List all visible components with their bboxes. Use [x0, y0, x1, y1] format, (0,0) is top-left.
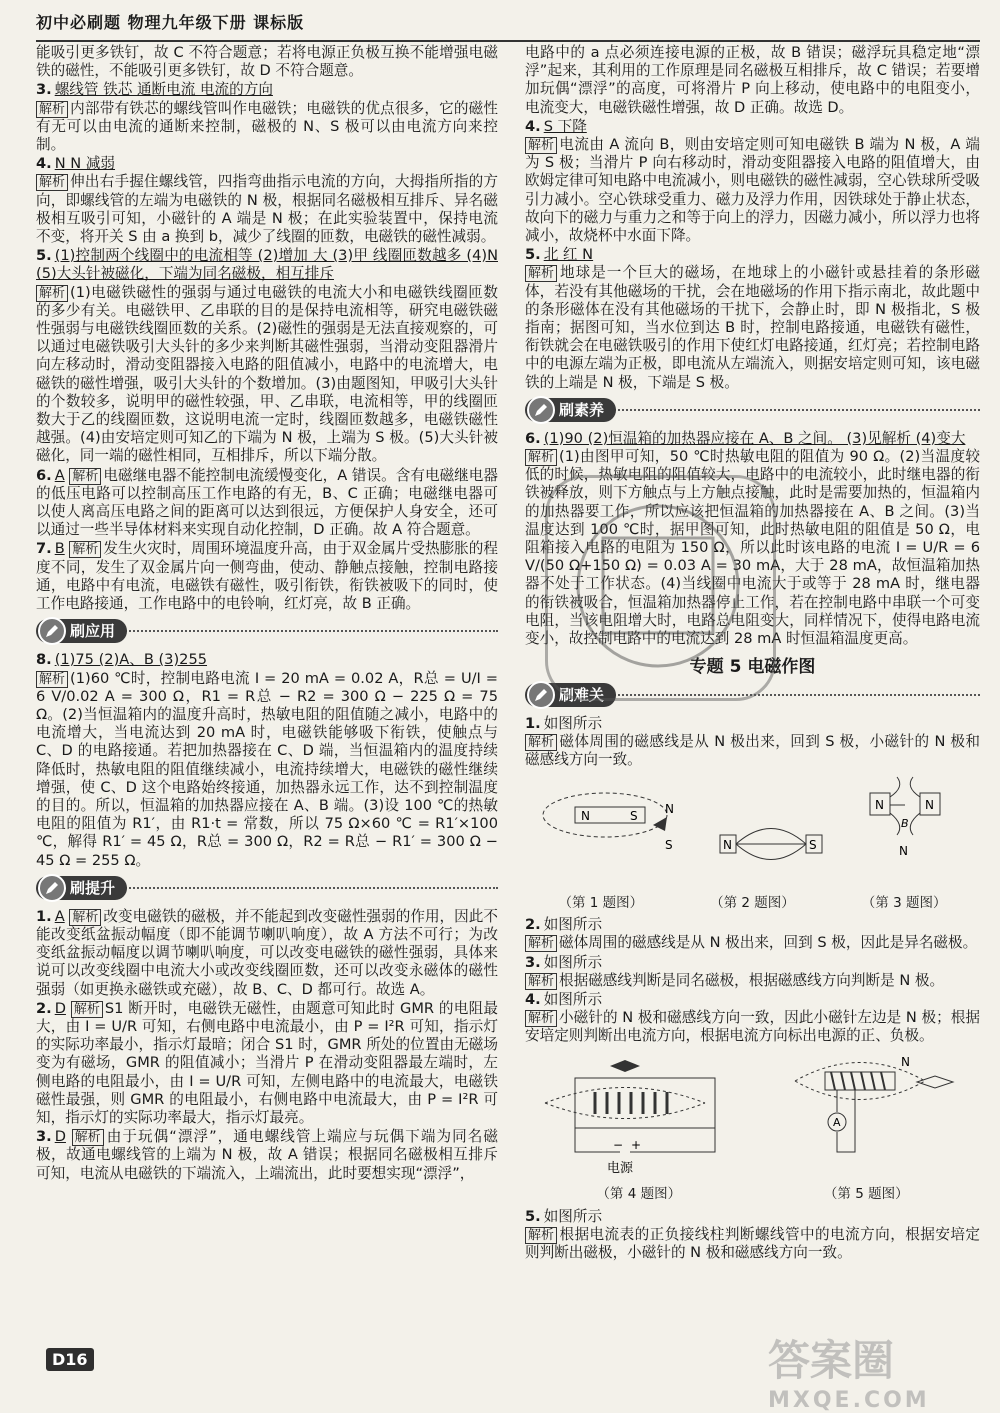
analysis-tag: 解析 [36, 671, 68, 688]
section-banner-hard: 刷难关 [525, 683, 980, 709]
drawing-question-1: 1. 如图所示 解析 磁体周围的磁感线是从 N 极出来，回到 S 极，小磁针的 N 极和磁感线方向一致。 [525, 714, 980, 768]
answer: B [54, 540, 65, 558]
figure-2-opposite-poles [720, 829, 822, 860]
improve-question-2: 2. D 解析 S1 断开时，电磁铁无磁性，由题意可知此时 GMR 的电阻最大，由 I = U/R 可知，右侧电路中电流最小，由 P = I²R 可知，指示灯的实际功率最小，指示灯最暗；闭合 S1 时，GMR 所处的位置由无磁场变为有磁场，GMR 的阻值减小；当滑片 P 在滑动变阻器最左端时，左侧电路的电阻最小，由 I = U/R 可知，左侧电路中的电流最大，电磁铁磁性最强，则 GMR 的电阻最小，右侧电路中电流最大，由 P = I²R 可知，指示灯的实际功率最大，指示灯最亮。 [36, 999, 498, 1126]
label-n: N [875, 798, 884, 813]
drawing-question-3: 3. 如图所示 解析 根据磁感线判断是同名磁极，根据磁感线方向判断是 N 极。 [525, 953, 945, 989]
section-banner-improve: 刷提升 [36, 876, 498, 902]
question-5: 5. (1)控制两个线圈中的电流相等 (2)增加 大 (3)甲 线圈匝数越多 (4)N (5)大头针被磁化，下端为同名磁极，相互排斥 解析 (1)电磁铁磁性的强弱与通过电磁铁的电流大小和电磁铁线圈匝数的多少有关。电磁铁甲、乙串联的目的是保持电流相等，研究电磁铁磁性强弱与电磁铁线圈匝数的关系。(2)磁性的强弱是无法直接观察的，可以通过电磁铁吸引大头针的多少来判断其磁性强弱，当滑动变阻器滑片向左移动时，滑动变阻器接入电路的阻值减小，电路中的电流增大，电磁铁的磁性增强，吸引大头针的个数增加。(3)由题图知，甲吸引大头针的个数较多，说明甲的磁性较强，甲、乙串联，电流相等，甲的线圈匝数大于乙的线圈匝数，这说明电流一定时，线圈匝数越多，电磁铁磁性越强。(4)由安培定则可知乙的下端为 N 极，上端为 S 极。(5)大头针被磁化，同一端的磁性相同，互相排斥，所以下端分散。 [36, 247, 498, 465]
analysis-tag: 解析 [525, 137, 557, 154]
header-rule [36, 40, 980, 42]
label-n: N [581, 809, 590, 824]
drawing-question-5: 5. 如图所示 解析 根据电流表的正负接线柱判断螺线管中的电流方向，根据安培定则判断出磁极，小磁针的 N 极和磁感线方向一致。 [525, 1207, 980, 1261]
label-n: N [665, 802, 674, 817]
label-n: N [899, 844, 908, 859]
solenoid-diagrams [525, 1052, 980, 1178]
answer: 螺线管 铁芯 通断电流 电流的方向 [54, 81, 273, 99]
figures-4-5 [525, 1052, 980, 1202]
figure-1-bar-magnet [543, 793, 674, 852]
answer: (1)90 (2)恒温箱的加热器应接在 A、B 之间。 (3)见解析 (4)变大 [543, 429, 966, 447]
question-3: 3. 螺线管 铁芯 通断电流 电流的方向 解析 内部带有铁芯的螺线管叫作电磁铁；电磁铁的优点很多，它的磁性有无可以由电流的通断来控制，磁极的 N、S 极可以由电流方向来控制。 [36, 81, 498, 154]
figure-4-solenoid [545, 1060, 715, 1176]
section-title: 专题 5 电磁作图 [689, 657, 816, 678]
question-7: 7. B 解析 发生火灾时，周围环境温度升高，由于双金属片受热膨胀的程度不同，发生了双金属片向一侧弯曲，使动、静触点接触，控制电路接通，电路中有电流，电磁铁有磁性，吸引衔铁，衔铁被吸下的同时，使工作电路接通，工作电路中的电铃响，红灯亮，故 B 正确。 [36, 540, 498, 613]
page-header [36, 10, 980, 38]
compass-needle [610, 1060, 640, 1072]
analysis-tag: 解析 [525, 449, 557, 466]
answer: 北 红 N [543, 246, 594, 264]
question-4-right: 4. S 下降 解析 电流由 A 流向 B，则由安培定则可知电磁铁 B 端为 N 极，A 端为 S 极；当滑片 P 向右移动时，滑动变阻器接入电路的阻值增大，由欧姆定律可知电路中电流减小，则电磁铁的磁性减弱，空心铁球所受吸引力减小。空心铁球受重力、磁力及浮力作用，因铁球处于静止状态，故向下的磁力与重力之和等于向上的浮力，因磁力减小，所以浮力也将减小，故烧杯中水面下降。 [525, 117, 980, 245]
label-n: N [925, 798, 934, 813]
figure-3-like-poles [870, 777, 940, 858]
question-4: 4. N N 减弱 解析 伸出右手握住螺线管，四指弯曲指示电流的方向，大拇指所指的方向，即螺线管的左端为电磁铁的 N 极，根据同名磁极相互排斥、异名磁极相互吸引可知，小磁针的 A 端是 N 极；在此实验装置中，保持电流不变，将开关 S 由 a 换到 b，减少了线圈的匝数，电磁铁的磁性减弱。 [36, 155, 498, 246]
figure-5-solenoid-ammeter [795, 1055, 953, 1152]
page-number: D16 [46, 1348, 94, 1371]
label-n: N [901, 1054, 910, 1069]
right-column [525, 44, 980, 1263]
paragraph: 电路中的 a 点必须连接电源的正极，故 B 错误；磁浮玩具稳定地“漂浮”起来，其利用的工作原理是同名磁极互相排斥，故 C 错误；若要增加玩偶“漂浮”的高度，可将滑片 P 向上移动，使电路中的电阻变小，电流变大，电磁铁磁性增强，故 D 正确。故选 D。 [525, 44, 980, 116]
figure-captions: （第 4 题图） （第 5 题图） [596, 1185, 909, 1202]
analysis-tag: 解析 [525, 734, 557, 751]
section-banner-literacy: 刷素养 [525, 398, 980, 424]
answer: A [54, 466, 65, 484]
answer: S 下降 [543, 117, 587, 135]
pencil-icon [527, 681, 555, 709]
left-column [36, 44, 498, 1184]
site-watermark: 答案圈 MXQE.COM [768, 1336, 930, 1413]
magnet-field-diagrams [525, 775, 980, 887]
analysis-tag: 解析 [36, 101, 68, 118]
pencil-icon [38, 874, 66, 902]
analysis-tag: 解析 [36, 174, 68, 191]
label-s: S [665, 838, 673, 853]
improve-question-1: 1. A 解析 改变电磁铁的磁极，并不能起到改变磁性强弱的作用，因此不能改变纸盆振动幅度（即不能调节喇叭响度），故 A 方法不可行；为改变纸盆振动幅度以调节喇叭响度，可以改变电磁铁的磁性强弱，具体来说可以改变线圈中电流大小或改变线圈匝数，还可以改变永磁体的磁性强弱（如更换永磁铁或充磁），故 B、C、D 都可行。故选 A。 [36, 907, 498, 998]
analysis-tag: 解析 [525, 1227, 557, 1244]
label-s: S [809, 838, 817, 853]
question-5-right: 5. 北 红 N 解析 地球是一个巨大的磁场，在地球上的小磁针或悬挂着的条形磁体，若没有其他磁场的干扰，会在地磁场的作用下指示南北，故此题中的条形磁体在没有其他磁场的干扰下，会静止时，即 N 极指北，S 极指南；据图可知，当水位到达 B 时，控制电路接通，电磁铁有磁性，衔铁就会在电磁铁吸引的作用下使红灯电路接通，红灯亮；若控制电路中的电源左端为正极，即电流从左端流入，则据安培定则可知，该电磁铁的上端是 N 极，下端是 S 极。 [525, 246, 980, 391]
answer: N N 减弱 [54, 155, 116, 173]
analysis-tag: 解析 [525, 935, 557, 952]
drawing-question-2: 2. 如图所示 解析 磁体周围的磁感线是从 N 极出来，回到 S 极，因此是异名磁极。 [525, 916, 978, 952]
label-n: N [723, 838, 732, 853]
analysis-tag: 解析 [525, 265, 557, 282]
figures-1-3 [525, 775, 980, 910]
section-banner-apply: 刷应用 [36, 619, 498, 645]
analysis-tag: 解析 [71, 1001, 103, 1018]
question-6: 6. A 解析 电磁继电器不能控制电流缓慢变化，A 错误。含有电磁继电器的低压电路可以控制高压工作电路的有无，B、C 正确；电磁继电器可以使人离高压电路之间的距离可以达到很远，方便保护人身安全，还可以通过一些半导体材料来实现自动化控制，D 正确。故 A 符合题意。 [36, 466, 499, 539]
label-s: S [630, 809, 638, 824]
answer: A [54, 907, 65, 925]
answer: D [54, 1128, 66, 1146]
answer: D [54, 999, 66, 1017]
figure-captions: （第 1 题图） （第 2 题图） （第 3 题图） [558, 895, 947, 912]
answer: (1)控制两个线圈中的电流相等 (2)增加 大 (3)甲 线圈匝数越多 (4)N (5)大头针被磁化，下端为同名磁极，相互排斥 [36, 247, 498, 283]
analysis-tag: 解析 [36, 285, 68, 302]
compass-needle [653, 817, 667, 831]
drawing-question-4: 4. 如图所示 解析 小磁针的 N 极和磁感线方向一致，因此小磁针左边是 N 极；根据安培定则判断出电流方向，根据电流方向标出电源的正、负极。 [525, 990, 980, 1045]
label-minus: − [613, 1137, 624, 1152]
analysis-tag: 解析 [525, 1010, 557, 1027]
analysis-tag: 解析 [69, 468, 101, 485]
analysis-tag: 解析 [69, 541, 101, 558]
page-footer [0, 1340, 90, 1400]
pencil-icon [38, 617, 66, 645]
question-6-right: 6. (1)90 (2)恒温箱的加热器应接在 A、B 之间。 (3)见解析 (4)变大 解析 (1)由图甲可知，50 ℃时热敏电阻的阻值为 90 Ω。(2)当温度较低的时候，热敏电阻的阻值较大，电路中的电流较小，此时继电器的衔铁被释放，则下方触点与上方触点接触，此时是需要加热的，恒温箱内的加热器要工作，所以应该把恒温箱的加热器接在 A、B 之间。(3)当温度达到 100 ℃时，据甲图可知，此时热敏电阻的阻值是 50 Ω，电阻箱接入电路的电阻为 150 Ω，所以此时该电路的电流 I = U/R = 6 V/(50 Ω+150 Ω) = 0.03 A = 30 mA，大于 28 mA，故恒温箱加热器不处于工作状态。(4)当线圈中电流大于或等于 28 mA 时，继电器的衔铁被吸合，恒温箱加热器停止工作，若在控制电路中串联一个可变电阻，当该电阻增大时，电路总电阻变大，同样情况下，使得电路电流变小，故控制电路中的电流达到 28 mA 时恒温箱温度更高。 [525, 429, 980, 648]
label-a: A [833, 1115, 841, 1129]
pencil-icon [527, 396, 555, 424]
paragraph: 能吸引更多铁钉，故 C 不符合题意；若将电源正负极互换不能增强电磁铁的磁性，不能吸引更多铁钉，故 D 不符合题意。 [36, 44, 498, 80]
analysis-tag: 解析 [72, 1129, 104, 1146]
improve-question-3: 3. D 解析 由于玩偶“漂浮”，通电螺线管上端应与玩偶下端为同名磁极，故通电螺线管的上端为 N 极，故 A 错误；根据同名磁极相互排斥可知，电流从电磁铁的下端流入，上端流出，此时要想实现“漂浮”， [36, 1128, 499, 1182]
analysis-tag: 解析 [525, 973, 557, 990]
header-title: 初中必刷题 物理九年级下册 课标版 [36, 13, 305, 32]
answer: (1)75 (2)A、B (3)255 [54, 651, 208, 669]
question-8: 8. (1)75 (2)A、B (3)255 解析 (1)60 ℃时，控制电路电流 I = 20 mA = 0.02 A，R总 = U/I = 6 V/0.02 A = 300 Ω，R1 = R总 − R2 = 300 Ω − 225 Ω = 75 Ω。(2)当恒温箱内的温度升高时，热敏电阻的阻值随之减小，电路中的电流增大，当电流达到 20 mA 时，电磁铁能够吸下衔铁，使触点与 C、D 的电路接通。若把加热器接在 C、D 端，当恒温箱内的温度持续降低时，热敏电阻的阻值继续减小，电流持续增大，电磁铁的磁性继续增强，使 C、D 这个电路始终接通，加热器永远工作，达不到控制温度的目的。所以，恒温箱的加热器应接在 A、B 端。(3)设 100 ℃的热敏电阻的阻值为 R1′，由 R1·t = 常数，所以 75 Ω×60 ℃ = R1′×100 ℃，解得 R1′ = 45 Ω，R总 = 300 Ω，R2 = R总 − R1′ = 300 Ω − 45 Ω = 255 Ω。 [36, 651, 498, 869]
label-b: B [901, 817, 909, 831]
label-power-source: 电源 [607, 1160, 634, 1176]
label-plus: + [631, 1137, 642, 1152]
analysis-tag: 解析 [69, 909, 101, 926]
